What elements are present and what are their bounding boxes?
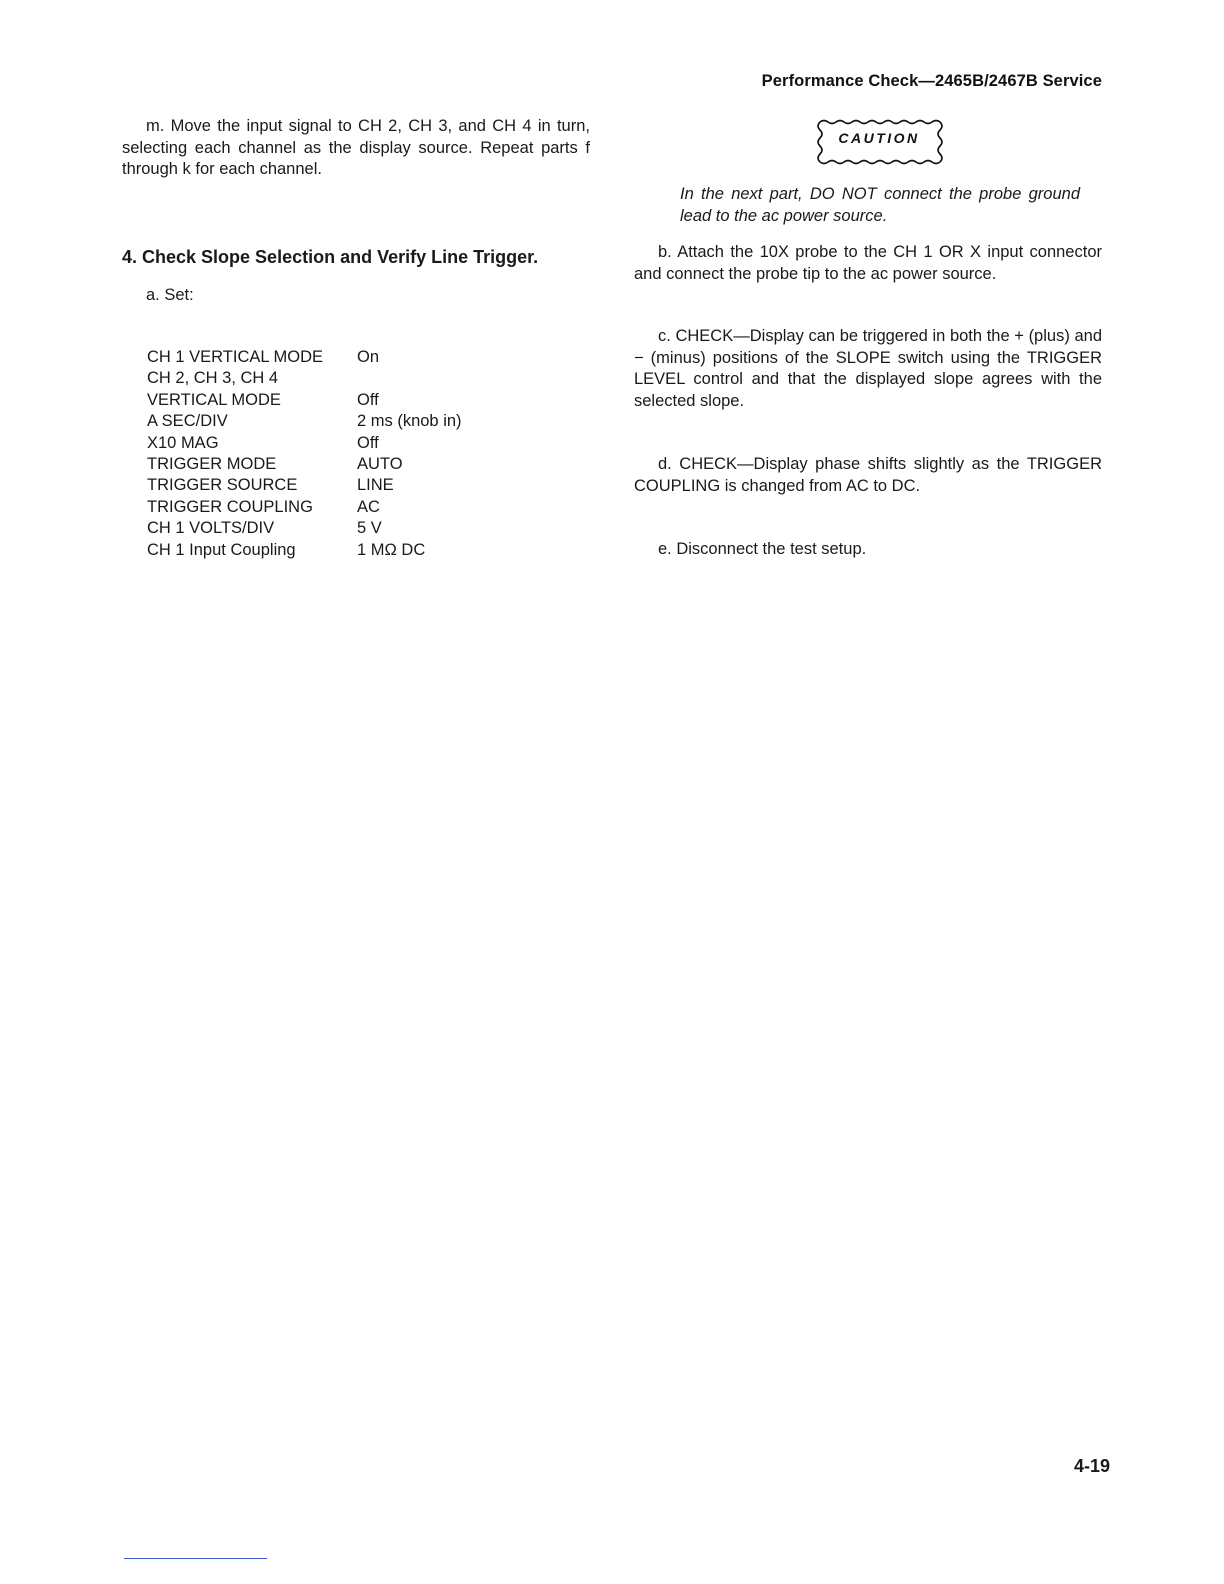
setting-label: CH 1 Input Coupling xyxy=(147,540,296,559)
setting-label: TRIGGER MODE xyxy=(147,455,277,474)
setting-value: 1 MΩ DC xyxy=(357,540,426,559)
setting-label: CH 1 VOLTS/DIV xyxy=(147,519,275,538)
footer-divider xyxy=(124,1558,267,1559)
table-row xyxy=(147,540,462,561)
step-m-paragraph: m. Move the input signal to CH 2, CH 3, and CH 4 in turn, selecting each channel as the display source. Repeat parts f through k for each channel. xyxy=(122,117,590,178)
step-c-paragraph: c. CHECK—Display can be triggered in both the + (plus) and − (minus) positions of the SLOPE switch using the TRIGGER LEVEL control and that the displayed slope agrees with the selected slope. xyxy=(634,327,1102,410)
table-row xyxy=(147,518,462,539)
setting-value: LINE xyxy=(357,476,394,495)
setting-label: CH 2, CH 3, CH 4 xyxy=(147,369,279,388)
setting-label: VERTICAL MODE xyxy=(147,390,281,409)
setting-value: 2 ms (knob in) xyxy=(357,412,462,431)
step-d-paragraph: d. CHECK—Display phase shifts slightly as the TRIGGER COUPLING is changed from AC to DC. xyxy=(634,455,1102,495)
setting-label: X10 MAG xyxy=(147,433,219,452)
table-row xyxy=(147,454,462,475)
table-row xyxy=(147,497,462,518)
setting-label: TRIGGER SOURCE xyxy=(147,476,298,495)
setting-label: TRIGGER COUPLING xyxy=(147,497,313,516)
table-row xyxy=(147,475,462,496)
table-row xyxy=(147,433,462,454)
setting-value: Off xyxy=(357,390,379,409)
running-header: Performance Check—2465B/2467B Service xyxy=(761,72,1102,90)
step-e-paragraph: e. Disconnect the test setup. xyxy=(658,540,867,558)
step-b-paragraph: b. Attach the 10X probe to the CH 1 OR X input connector and connect the probe tip to the ac power source. xyxy=(634,243,1102,283)
setting-value: Off xyxy=(357,433,379,452)
caution-note: In the next part, DO NOT connect the probe ground lead to the ac power source. xyxy=(680,185,1080,225)
table-row xyxy=(147,411,462,432)
settings-table xyxy=(147,347,462,561)
setting-value: AC xyxy=(357,497,380,516)
section-heading: 4. Check Slope Selection and Verify Line Trigger. xyxy=(122,247,539,267)
caution-label: CAUTION xyxy=(838,130,920,146)
table-row xyxy=(147,390,462,411)
table-row xyxy=(147,347,462,368)
setting-value: AUTO xyxy=(357,455,403,474)
setting-label: CH 1 VERTICAL MODE xyxy=(147,348,324,366)
caution-box xyxy=(812,116,946,168)
step-a-paragraph: a. Set: xyxy=(146,286,194,304)
setting-value: 5 V xyxy=(357,519,382,538)
page-number: 4-19 xyxy=(1073,1456,1110,1476)
setting-value xyxy=(357,368,462,389)
table-row xyxy=(147,368,462,389)
setting-label: A SEC/DIV xyxy=(147,412,228,431)
setting-value: On xyxy=(357,348,380,366)
